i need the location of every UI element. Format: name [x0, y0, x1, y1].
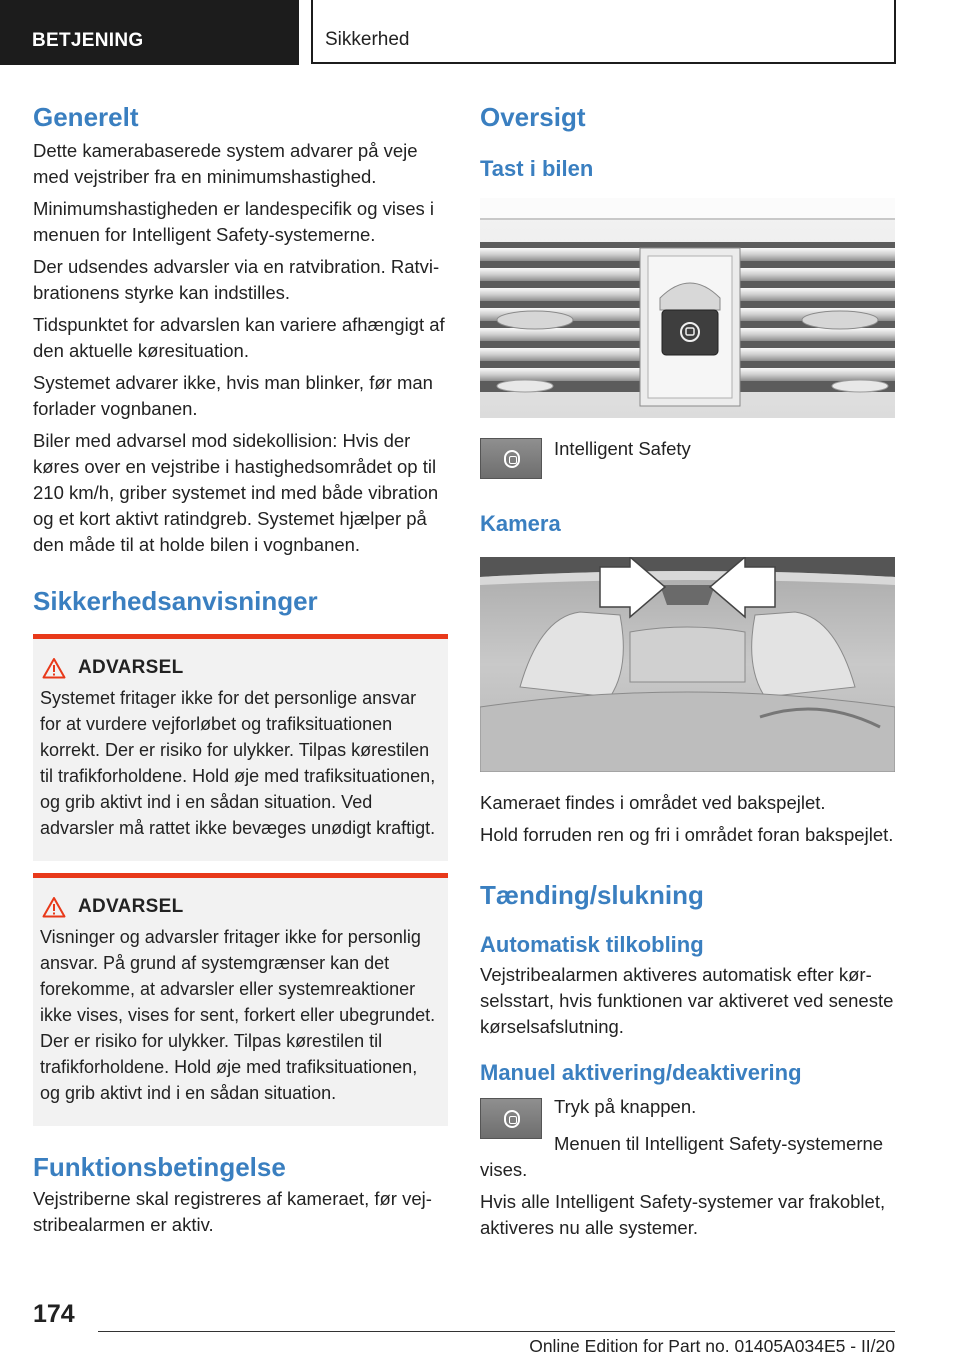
warning-title-1: ADVARSEL — [78, 657, 184, 678]
warning-box-2 — [33, 873, 448, 1126]
automatisk-text: Vejstribealarmen aktiveres automatisk efter kørselsstart, hvis funktionen var aktiveret ved seneste kørselsafslutning. — [480, 964, 894, 1037]
generelt-paragraph-2: Minimumshastigheden er landespecifik og vises i menuen for Intelligent Safety-systemerne. — [33, 198, 435, 245]
page-number: 174 — [33, 1300, 75, 1328]
warning-text-2: Visninger og advarsler fritager ikke for personlig ansvar. På grund af systemgrænser kan det forekomme, at advarsler eller systemreaktioner ikke vises, vises for sent, forkert eller ubegrundet. Der er risiko for ulykker. Tilpas kørestilen til trafikforholdene. Hold øje med trafiksituationen, og grib aktivt ind i en sådan situation. — [40, 927, 436, 1103]
oversigt-heading: Oversigt — [480, 102, 586, 132]
manuel-step-text: Tryk på knappen. — [554, 1096, 697, 1117]
footer-divider — [98, 1331, 895, 1332]
manuel-heading: Manuel aktivering/deaktivering — [480, 1060, 802, 1085]
header-section-tab: BETJENING — [0, 0, 299, 65]
generelt-paragraph-6: Biler med advarsel mod sidekollision: Hvis der køres over en vejstribe i hastighedsområdet op til 210 km/h, griber systemet ind med både vibration og et kort aktivt ratindgreb. Systemet hjælper på den måde til at holde bilen i vognbanen. — [33, 430, 439, 555]
kamera-heading: Kamera — [480, 511, 561, 536]
manuel-menu-text: Menuen til Intelligent Safety-systemerne vises. — [480, 1133, 884, 1180]
intelligent-safety-row — [480, 438, 895, 479]
kamera-paragraph-1: Kameraet findes i området ved bakspejlet. — [480, 792, 826, 813]
intelligent-safety-button-icon — [480, 1098, 542, 1139]
left-column — [33, 100, 448, 1238]
header-chapter-title: Sikkerhed — [311, 0, 896, 64]
warning-text-1: Systemet fritager ikke for det personlige ansvar for at vurdere vejforløbet og trafiksituationen korrekt. Der er risiko for ulykker. Tilpas kørestilen til trafikforholdene. Hold øje med trafiksituationen, og grib aktivt ind i en sådan situation. Ved advarsler må rattet ikke bevæges unødigt kraftigt. — [40, 688, 436, 838]
warning-title-2: ADVARSEL — [78, 896, 184, 917]
generelt-heading: Generelt — [33, 102, 139, 132]
right-column — [480, 100, 895, 1241]
generelt-paragraph-5: Systemet advarer ikke, hvis man blinker, før man forlader vognbanen. — [33, 372, 433, 419]
intelligent-safety-button-icon — [480, 438, 542, 479]
automatisk-heading: Automatisk tilkobling — [480, 932, 704, 957]
manuel-text: Hvis alle Intelligent Safety-systemer var frakoblet, aktiveres nu alle systemer. — [480, 1191, 886, 1238]
taending-heading: Tænding/slukning — [480, 880, 704, 910]
generelt-paragraph-3: Der udsendes advarsler via en ratvibration. Ratvibrationens styrke kan indstilles. — [33, 256, 440, 303]
funktionsbetingelse-text: Vejstriberne skal registreres af kameraet, før vejstribealarmen er aktiv. — [33, 1188, 432, 1235]
warning-triangle-icon — [42, 896, 66, 918]
funktionsbetingelse-heading: Funktionsbetingelse — [33, 1152, 286, 1182]
tast-heading: Tast i bilen — [480, 156, 594, 181]
warning-triangle-icon — [42, 657, 66, 679]
warning-box-1 — [33, 634, 448, 861]
generelt-paragraph-1: Dette kamerabaserede system advarer på veje med vejstriber fra en minimumshastighed. — [33, 140, 418, 187]
camera-location-photo — [480, 557, 895, 772]
footer-edition-text: Online Edition for Part no. 01405A034E5 - II/20 — [529, 1336, 895, 1356]
generelt-paragraph-4: Tidspunktet for advarslen kan variere afhængigt af den aktuelle køresituation. — [33, 314, 445, 361]
kamera-paragraph-2: Hold forruden ren og fri i området foran bakspejlet. — [480, 824, 894, 845]
dashboard-button-photo — [480, 198, 895, 418]
intelligent-safety-label: Intelligent Safety — [554, 438, 691, 459]
safety-heading: Sikkerhedsanvisninger — [33, 586, 318, 616]
